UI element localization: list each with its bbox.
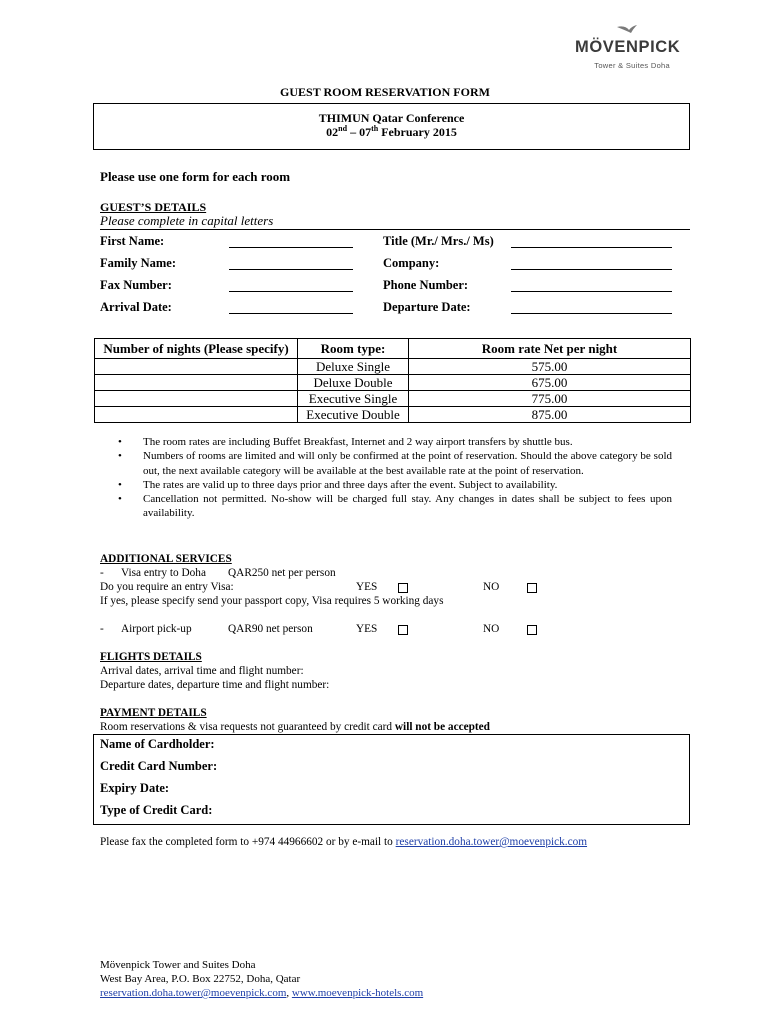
list-item bbox=[100, 492, 672, 521]
bullet-icon: • bbox=[118, 450, 122, 463]
date-start-suffix: nd bbox=[338, 124, 348, 133]
flights-heading: FLIGHTS DETAILS bbox=[100, 651, 202, 663]
flights-arrival: Arrival dates, arrival time and flight number: bbox=[100, 665, 304, 677]
company-label: Company: bbox=[383, 256, 440, 270]
pickup-no-label: NO bbox=[483, 623, 500, 635]
footer-email-link[interactable]: reservation.doha.tower@moevenpick.com bbox=[100, 987, 287, 999]
table-header-row bbox=[95, 339, 691, 359]
first-name-field[interactable] bbox=[229, 247, 353, 248]
title-label: Title (Mr./ Mrs./ Ms) bbox=[383, 234, 494, 248]
form-title: GUEST ROOM RESERVATION FORM bbox=[280, 85, 490, 99]
departure-date-field[interactable] bbox=[511, 313, 672, 314]
nights-input[interactable] bbox=[95, 359, 298, 375]
bullet-icon: • bbox=[118, 478, 122, 491]
flights-departure: Departure dates, departure time and flight number: bbox=[100, 679, 330, 691]
guest-details-instruction: Please complete in capital letters bbox=[100, 213, 274, 228]
visa-question: Do you require an entry Visa: bbox=[100, 581, 234, 593]
family-name-field[interactable] bbox=[229, 269, 353, 270]
list-item bbox=[100, 449, 672, 478]
date-month: February 2015 bbox=[378, 125, 457, 139]
room-type-cell: Executive Double bbox=[298, 407, 409, 423]
pickup-yes-label: YES bbox=[356, 623, 378, 635]
nights-input[interactable] bbox=[95, 407, 298, 423]
table-row bbox=[95, 407, 691, 423]
pickup-price: QAR90 net person bbox=[228, 623, 313, 635]
phone-number-field[interactable] bbox=[511, 291, 672, 292]
visa-no-checkbox[interactable] bbox=[527, 583, 537, 593]
date-end: – 07 bbox=[347, 125, 372, 139]
conference-dates bbox=[94, 125, 689, 140]
note-text: Numbers of rooms are limited and will only be confirmed at the point of reservation. Should the above category be sold out, the next available category will be available at the best available rate at the point of reservation. bbox=[143, 450, 672, 477]
nights-input[interactable] bbox=[95, 391, 298, 407]
room-type-cell: Deluxe Single bbox=[298, 359, 409, 375]
visa-no-label: NO bbox=[483, 581, 500, 593]
table-row bbox=[95, 391, 691, 407]
footer-separator: , bbox=[286, 987, 292, 999]
table-row bbox=[95, 359, 691, 375]
payment-note-warning: will not be accepted bbox=[394, 721, 490, 733]
fax-number-field[interactable] bbox=[229, 291, 353, 292]
list-item bbox=[100, 435, 672, 449]
first-name-label: First Name: bbox=[100, 234, 165, 248]
room-rate-cell: 575.00 bbox=[409, 359, 691, 375]
family-name-label: Family Name: bbox=[100, 256, 177, 270]
visa-price: QAR250 net per person bbox=[228, 567, 336, 579]
pickup-yes-checkbox[interactable] bbox=[398, 625, 408, 635]
bird-logo-icon bbox=[615, 24, 639, 38]
room-rate-cell: 875.00 bbox=[409, 407, 691, 423]
arrival-date-label: Arrival Date: bbox=[100, 300, 172, 314]
footer-website-link[interactable]: www.moevenpick-hotels.com bbox=[291, 987, 424, 999]
fax-instruction bbox=[100, 836, 587, 848]
room-rate-cell: 775.00 bbox=[409, 391, 691, 407]
room-rate-cell: 675.00 bbox=[409, 375, 691, 391]
conference-box bbox=[93, 103, 690, 150]
phone-number-label: Phone Number: bbox=[383, 278, 469, 292]
note-text: Cancellation not permitted. No-show will be charged full stay. Any changes in dates shall be subject to fees upon availability. bbox=[143, 493, 672, 520]
list-item bbox=[100, 478, 672, 492]
pickup-no-checkbox[interactable] bbox=[527, 625, 537, 635]
divider bbox=[100, 229, 690, 230]
room-rate-table bbox=[94, 338, 691, 423]
logo-brand: MÖVENPICK bbox=[575, 38, 681, 56]
payment-heading: PAYMENT DETAILS bbox=[100, 707, 207, 719]
bullet-icon: • bbox=[118, 493, 122, 506]
additional-services-heading: ADDITIONAL SERVICES bbox=[100, 553, 232, 565]
note-text: The room rates are including Buffet Breakfast, Internet and 2 way airport transfers by shuttle bus. bbox=[143, 436, 573, 448]
room-type-cell: Executive Single bbox=[298, 391, 409, 407]
date-start: 02 bbox=[326, 125, 339, 139]
visa-yes-label: YES bbox=[356, 581, 378, 593]
visa-yes-checkbox[interactable] bbox=[398, 583, 408, 593]
payment-box bbox=[93, 734, 690, 825]
nights-input[interactable] bbox=[95, 375, 298, 391]
footer-hotel-name: Mövenpick Tower and Suites Doha bbox=[100, 959, 256, 971]
header-nights: Number of nights (Please specify) bbox=[95, 339, 298, 359]
header-room-rate: Room rate Net per night bbox=[409, 339, 691, 359]
visa-note: If yes, please specify send your passport copy, Visa requires 5 working days bbox=[100, 595, 444, 607]
pickup-label: Airport pick-up bbox=[121, 623, 192, 635]
conference-name: THIMUN Qatar Conference bbox=[318, 111, 465, 125]
footer-address: West Bay Area, P.O. Box 22752, Doha, Qatar bbox=[100, 973, 301, 985]
footer-contacts bbox=[100, 986, 423, 1000]
table-row bbox=[95, 375, 691, 391]
title-field[interactable] bbox=[511, 247, 672, 248]
payment-note bbox=[100, 721, 490, 733]
reservation-email-link[interactable]: reservation.doha.tower@moevenpick.com bbox=[395, 836, 588, 848]
bullet-icon: • bbox=[118, 436, 122, 448]
pickup-dash: - bbox=[100, 623, 104, 635]
footer bbox=[100, 958, 423, 1000]
intro-instruction: Please use one form for each room bbox=[100, 169, 291, 184]
fax-number-label: Fax Number: bbox=[100, 278, 172, 292]
card-number-label: Credit Card Number: bbox=[100, 759, 218, 773]
date-end-suffix: th bbox=[371, 124, 379, 133]
company-field[interactable] bbox=[511, 269, 672, 270]
card-type-label: Type of Credit Card: bbox=[100, 803, 213, 817]
logo-subtitle: Tower & Suites Doha bbox=[594, 61, 670, 70]
header-room-type: Room type: bbox=[298, 339, 409, 359]
fax-instruction-text: Please fax the completed form to +974 44966602 or by e-mail to bbox=[100, 836, 396, 848]
guest-details-heading: GUEST’S DETAILS bbox=[100, 200, 207, 214]
departure-date-label: Departure Date: bbox=[383, 300, 471, 314]
room-type-cell: Deluxe Double bbox=[298, 375, 409, 391]
visa-dash: - bbox=[100, 567, 104, 579]
expiry-label: Expiry Date: bbox=[100, 781, 170, 795]
arrival-date-field[interactable] bbox=[229, 313, 353, 314]
visa-label: Visa entry to Doha bbox=[121, 567, 206, 579]
cardholder-label: Name of Cardholder: bbox=[100, 737, 215, 751]
note-text: The rates are valid up to three days prior and three days after the event. Subject to availability. bbox=[143, 478, 558, 491]
hotel-logo bbox=[575, 24, 681, 74]
rate-notes-list bbox=[100, 435, 672, 521]
payment-note-text: Room reservations & visa requests not guaranteed by credit card bbox=[100, 721, 395, 733]
